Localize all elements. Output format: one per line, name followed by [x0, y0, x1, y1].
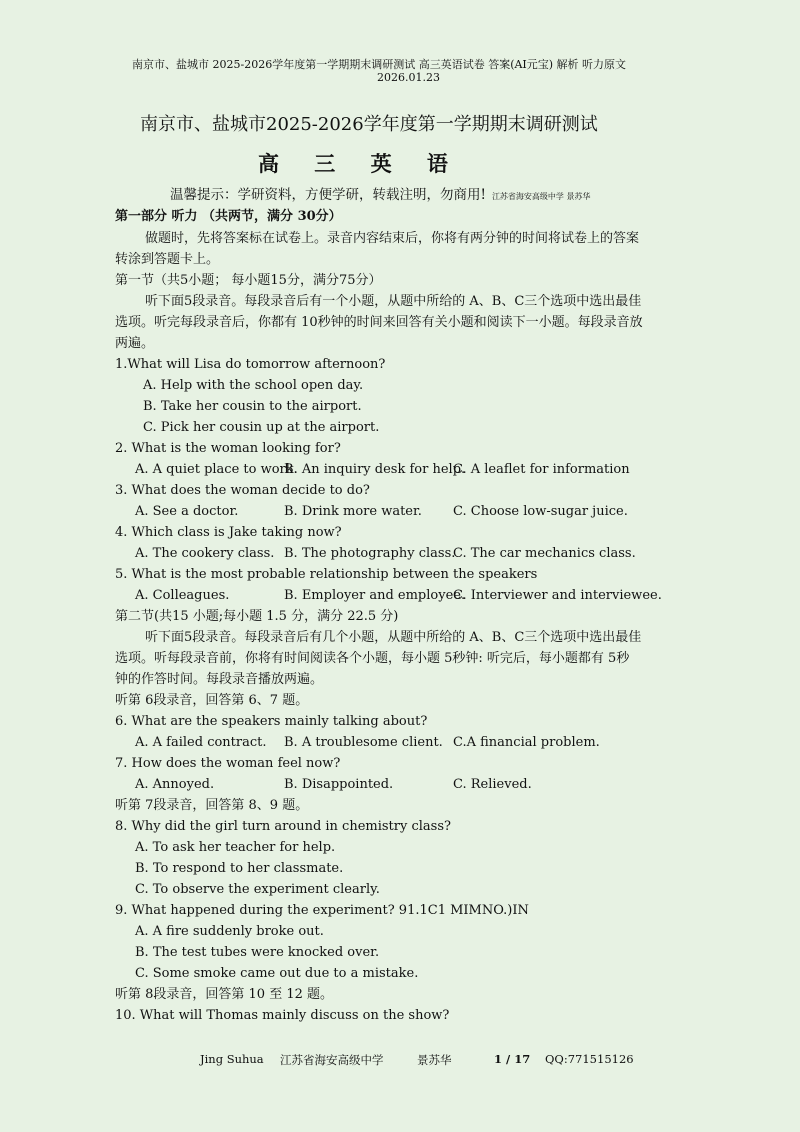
subject-title: 高 三 英 语 — [258, 151, 462, 176]
section1-intro-2: 选项。听完每段录音后，你都有 10秒钟的时间来回答有关小题和阅读下一小题。每段录音放 — [115, 315, 643, 330]
section1-intro-1: 听下面5段录音。每段录音后有一个小题，从题中所给的 A、B、C三个选项中选出最佳 — [145, 294, 642, 309]
tip-text: 温馨提示：学研资料，方便学研，转载注明，勿商用! — [170, 187, 486, 203]
footer-qq: QQ:771515126 — [545, 1052, 634, 1066]
option-b: B. Take her cousin to the airport. — [143, 399, 362, 414]
option-a: A. A quiet place to work. — [135, 462, 298, 477]
part1-heading: 第一部分 听力 （共两节，满分 30分） — [115, 209, 342, 224]
question-stem: 1.What will Lisa do tomorrow afternoon? — [115, 357, 386, 372]
question-stem: 9. What happened during the experiment? 91.1C1 MIMNO.)IN — [115, 903, 529, 918]
question-stem: 5. What is the most probable relationship between the speakers — [115, 567, 538, 582]
option-a: A. Help with the school open day. — [143, 378, 364, 393]
part1-intro-2: 转涂到答题卡上。 — [115, 252, 220, 267]
option-a: A. A fire suddenly broke out. — [135, 924, 324, 939]
option-c: C.A financial problem. — [453, 735, 600, 750]
segment-heading: 听第 8段录音，回答第 10 至 12 题。 — [115, 987, 334, 1002]
segment-heading: 听第 7段录音，回答第 8、9 题。 — [115, 798, 309, 813]
option-b: B. Employer and employee. — [284, 588, 466, 603]
question-stem: 7. How does the woman feel now? — [115, 756, 341, 771]
question-stem: 10. What will Thomas mainly discuss on the show? — [115, 1008, 450, 1023]
option-a: A. To ask her teacher for help. — [135, 840, 336, 855]
section1-heading: 第一节（共5小题； 每小题15分，满分75分） — [115, 273, 382, 288]
section2-intro-1: 听下面5段录音。每段录音后有几个小题，从题中所给的 A、B、C三个选项中选出最佳 — [145, 630, 642, 645]
option-c: C. Pick her cousin up at the airport. — [143, 420, 380, 435]
option-c: C. A leaflet for information — [453, 462, 630, 477]
option-c: C. Interviewer and interviewee. — [453, 588, 662, 603]
option-c: C. To observe the experiment clearly. — [135, 882, 380, 897]
segment-heading: 听第 6段录音，回答第 6、7 题。 — [115, 693, 309, 708]
section1-intro-3: 两遍。 — [115, 336, 155, 351]
footer-school: 江苏省海安高级中学 — [280, 1053, 384, 1067]
tip-line — [170, 183, 590, 203]
option-b: B. Drink more water. — [284, 504, 422, 519]
question-stem: 4. Which class is Jake taking now? — [115, 525, 342, 540]
option-c: C. The car mechanics class. — [453, 546, 636, 561]
header-date: 2026.01.23 — [377, 71, 440, 84]
footer-author: Jing Suhua — [200, 1052, 264, 1066]
page-number: 1 / 17 — [494, 1052, 531, 1066]
option-b: B. To respond to her classmate. — [135, 861, 344, 876]
option-c: C. Some smoke came out due to a mistake. — [135, 966, 419, 981]
section2-intro-3: 钟的作答时间。每段录音播放两遍。 — [115, 672, 324, 687]
question-stem: 2. What is the woman looking for? — [115, 441, 341, 456]
option-a: A. Colleagues. — [135, 588, 230, 603]
option-b: B. An inquiry desk for help. — [284, 462, 466, 477]
option-c: C. Choose low-sugar juice. — [453, 504, 628, 519]
option-a: A. A failed contract. — [135, 735, 267, 750]
question-stem: 8. Why did the girl turn around in chemistry class? — [115, 819, 451, 834]
option-c: C. Relieved. — [453, 777, 532, 792]
option-b: B. The test tubes were knocked over. — [135, 945, 380, 960]
option-a: A. The cookery class. — [135, 546, 275, 561]
section2-heading: 第二节(共15 小题;每小题 1.5 分，满分 22.5 分) — [115, 609, 399, 624]
option-b: B. The photography class. — [284, 546, 456, 561]
option-a: A. See a doctor. — [135, 504, 239, 519]
exam-title: 南京市、盐城市2025-2026学年度第一学期期末调研测试 — [140, 114, 598, 135]
option-b: B. A troublesome client. — [284, 735, 443, 750]
tip-source: 江苏省海安高级中学 景苏华 — [491, 192, 591, 201]
section2-intro-2: 选项。听每段录音前，你将有时间阅读各个小题，每小题 5秒钟: 听完后，每小题都有 5秒 — [115, 651, 630, 666]
option-b: B. Disappointed. — [284, 777, 394, 792]
part1-intro-1: 做题时，先将答案标在试卷上。录音内容结束后，你将有两分钟的时间将试卷上的答案 — [145, 231, 640, 246]
footer-name: 景苏华 — [417, 1053, 452, 1067]
header-title: 南京市、盐城市 2025-2026学年度第一学期期末调研测试 高三英语试卷 答案(AI元宝) 解析 听力原文 — [132, 58, 627, 71]
question-stem: 6. What are the speakers mainly talking about? — [115, 714, 428, 729]
question-stem: 3. What does the woman decide to do? — [115, 483, 370, 498]
option-a: A. Annoyed. — [135, 777, 215, 792]
